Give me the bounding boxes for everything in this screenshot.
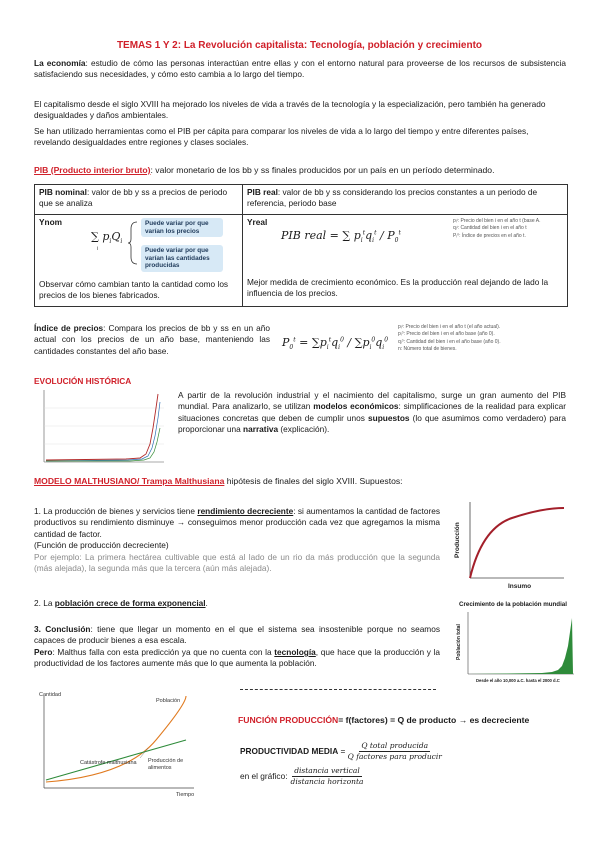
s3-term: 3. Conclusión <box>34 624 91 634</box>
note-varian-precios: Puede variar por que varían los precios <box>141 218 223 237</box>
grafico-numerator: distancia vertical <box>292 766 362 777</box>
production-curve <box>470 508 564 578</box>
yreal-formula: PIB real = ∑ $p_i^tq_i^t / P_0^t$ <box>281 229 401 245</box>
pm-fraction <box>348 741 442 763</box>
s2-b: . <box>205 598 208 608</box>
pop-chart-ylabel: Población total <box>456 624 462 660</box>
pib-historico-chart <box>36 388 166 466</box>
evolucion-text-c: (lo que asumimos como verdadero) para proporcionar una <box>178 412 566 435</box>
pm-equals: = <box>338 746 348 757</box>
pib-real-def: : valor de bb y ss considerando los precios constantes a un periodo de referencia, periodo base <box>247 187 538 209</box>
pib-term: PIB (Producto interior bruto) <box>34 165 151 175</box>
s2-term: población crece de forma exponencial <box>54 598 206 608</box>
economia-text: : estudio de cómo las personas interactúan entre ellas y con el entorno natural para proveerse de los recursos de subsistencia satisfaciendo sus necesidades, y cómo esto cambia a lo largo del tiempo. <box>34 58 566 80</box>
indice-legend-line-1: pᵢᵗ: Precio del bien i en el año t (el año actual). <box>398 324 501 330</box>
pib-comparison-table <box>34 184 568 307</box>
pib-real-note: Mejor medida de crecimiento económico. Es la producción real dejando de lado la influencia de los precios. <box>247 277 549 299</box>
population-chart <box>452 610 576 684</box>
pib-real-term: PIB real <box>247 187 278 197</box>
s1-term: rendimiento decreciente <box>197 506 294 516</box>
pib-chart-gridlines <box>44 408 164 444</box>
indice-legend <box>398 324 558 353</box>
malthus-trap-chart <box>36 690 198 798</box>
funcion-title: FUNCIÓN PRODUCCIÓN <box>238 715 339 725</box>
population-chart-title: Crecimiento de la población mundial <box>459 601 567 608</box>
yreal-legend <box>453 218 553 240</box>
s1-c: (Función de producción decreciente) <box>34 540 169 551</box>
page-title: TEMAS 1 Y 2: La Revolución capitalista: Tecnología, población y crecimiento <box>116 40 483 51</box>
intro-economia <box>34 58 566 81</box>
pib-curve-1 <box>46 394 158 460</box>
malthus-chart-produccion-label: Producción de alimentos <box>148 758 184 771</box>
s3-text: : tiene que llegar un momento en el que el sistema sea insostenible porque no seamos capaces de producir bienes a esa escala. <box>34 624 440 646</box>
indice-legend-line-2: pᵢ⁰: Precio del bien i en el año base (año 0). <box>398 331 495 338</box>
pm-numerator: Q total producida <box>359 741 430 752</box>
malthus-conclusion <box>34 624 440 670</box>
malthus-chart-catastrofe-label: Catástrofe malthusiana <box>80 760 137 766</box>
grafico-fraction <box>291 766 364 788</box>
malthus-heading-tail: hipótesis de finales del siglo XVIII. Supuestos: <box>224 476 403 486</box>
note-varian-cantidades: Puede variar por que varían las cantidades producidas <box>141 245 223 272</box>
pero-tecnologia: tecnología <box>274 646 316 657</box>
pib-nominal-header <box>35 185 243 214</box>
dashed-separator <box>240 689 436 690</box>
ynom-label: Ynom <box>39 217 63 227</box>
evolucion-narrativa: narrativa <box>243 424 279 435</box>
malthus-chart-xlabel: Tiempo <box>176 792 195 798</box>
evolucion-text-a: A partir de la revolución industrial y el nacimiento del capitalismo, surge un gran aumento del PIB mundial. Para analizarlo, se utilizan <box>178 390 566 412</box>
pm-label: PRODUCTIVIDAD MEDIA <box>240 746 339 757</box>
yreal-legend-line-1: pᵢᵗ: Precio del bien i en el año t (base A. <box>453 218 541 224</box>
pero-b: , que hace que la producción y la productividad de los factores aumente más que lo que aumenta la población. <box>34 646 440 669</box>
malthus-chart-ylabel: Cantidad <box>39 692 62 698</box>
production-function-chart <box>452 498 566 590</box>
pib-nominal-def: : valor de bb y ss a precios de periodo que se analiza <box>39 187 228 209</box>
indice-precios-text <box>34 323 270 357</box>
population-curve <box>468 618 573 674</box>
malthus-heading: MODELO MALTHUSIANO/ Trampa Malthusiana <box>34 476 225 486</box>
s2-a: 2. La <box>34 598 55 608</box>
grafico-line <box>240 766 363 788</box>
s1-example: Por ejemplo: La primera hectárea cultivable que está al lado de un rio da más producción que la segunda (más alejada), la segunda más que la tercera (aún más alejada). <box>34 551 440 574</box>
malthus-supuesto-2 <box>34 598 440 609</box>
malthus-heading-line <box>34 476 574 488</box>
evolucion-text-b: : simplificaciones de la realidad para explicar situaciones concretas que deben de cumplir unos <box>178 401 566 423</box>
productividad-media-line <box>240 741 442 763</box>
economia-term: La economía <box>34 58 86 68</box>
prod-chart-xlabel: Insumo <box>508 583 532 590</box>
pero-term: Pero <box>34 646 53 657</box>
indice-term: Índice de precios <box>34 323 104 333</box>
pib-nominal-note: Observar cómo cambian tanto la cantidad como los precios de los bienes fabricados. <box>39 279 229 301</box>
evolucion-text-d: (explicación). <box>278 424 330 435</box>
malthus-supuesto-1 <box>34 506 440 575</box>
pm-denominator: Q factores para producir <box>347 752 442 762</box>
indice-legend-line-4: n: Número total de bienes. <box>398 345 457 352</box>
malthus-chart-poblacion-label: Población <box>156 698 181 704</box>
ynom-formula: ∑ $p_iQ_i$ <box>91 230 123 246</box>
indice-formula: $P_0^t = \sum p_i^tq_i^0 / \sum p_i^0q_i^0$ <box>282 336 389 352</box>
pop-chart-xlabel: Desde el año 10,000 a.C. hasta el 2000 d.C <box>476 678 560 683</box>
grafico-denominator: distancia horizonta <box>290 777 364 787</box>
indice-legend-line-3: qᵢ⁰: Cantidad del bien i en el año base (año 0). <box>398 338 501 345</box>
indice-def: : Compara los precios de bb y ss en un año actual con los precios de un año base, manteniendo las cantidades constantes del año base. <box>34 323 271 356</box>
pib-def: : valor monetario de los bb y ss finales producidos por un país en un período determinado. <box>150 165 495 175</box>
pib-curve-2 <box>46 402 160 461</box>
intro-paragraph-capitalismo: El capitalismo desde el siglo XVIII ha mejorado los niveles de vida a través de la tecnología y la especialización, pero también ha generado desigualdades y daños ambientales. <box>34 99 546 121</box>
evolucion-text <box>178 390 566 436</box>
evolucion-supuestos: supuestos <box>368 412 410 423</box>
funcion-produccion-line <box>238 715 578 727</box>
pero-a: : Malthus falla con esta predicción ya que no cuenta con la <box>52 646 275 657</box>
grafico-label: en el gráfico: <box>240 771 288 782</box>
pib-nominal-term: PIB nominal <box>39 187 87 197</box>
intro-paragraph-pib-per-capita: Se han utilizado herramientas como el PIB per cápita para comparar los niveles de vida a lo largo del tiempo y entre diferentes países, revelando desigualdades entre regiones y clases sociales. <box>34 126 529 148</box>
s1-b: : si aumentamos la cantidad de factores productivos su rendimiento disminuye → conseguimos menor producción cada vez que agregamos la misma cantidad de factor. <box>34 506 440 539</box>
pib-definition <box>34 165 574 177</box>
evolucion-modelos: modelos económicos <box>313 401 399 412</box>
prod-chart-ylabel: Producción <box>454 522 461 558</box>
ynom-formula-index: i <box>97 246 99 252</box>
funcion-title-tail: = f(factores) = Q de producto → es decreciente <box>338 715 530 725</box>
pib-real-body <box>243 215 567 306</box>
evolucion-heading: EVOLUCIÓN HISTÓRICA <box>34 376 132 386</box>
brace-icon <box>127 221 139 265</box>
pib-nominal-body <box>35 215 243 306</box>
s1-a: 1. La producción de bienes y servicios tiene <box>34 506 198 516</box>
yreal-label: Yreal <box>247 217 268 227</box>
pib-real-header <box>243 185 567 214</box>
yreal-legend-line-3: Pᵢ⁰: Índice de precios en el año t. <box>453 232 526 239</box>
yreal-legend-line-2: qᵢᵗ: Cantidad del bien i en el año t <box>453 225 527 232</box>
